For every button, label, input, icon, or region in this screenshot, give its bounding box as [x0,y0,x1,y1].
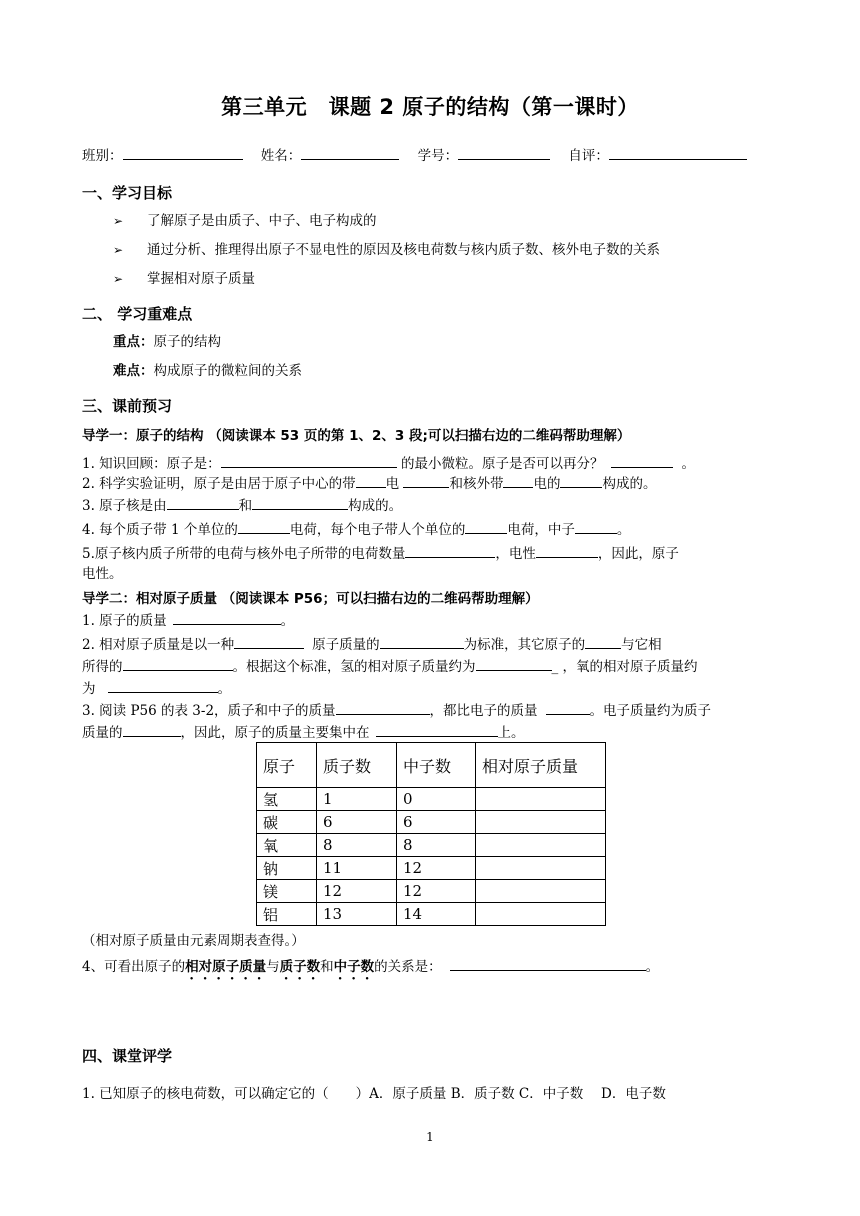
goal-item: ➢ 了解原子是由质子、中子、电子构成的 [113,213,377,229]
table-cell: 8 [317,834,397,857]
section-heading-preview: 三、课前预习 [82,397,173,415]
table-cell: 13 [317,903,397,926]
classwork-question-1: 1. 已知原子的核电荷数，可以确定它的（ ）A．原子质量 B．质子数 C．中子数 D．电子数 [82,1086,666,1102]
table-row [257,811,606,834]
answer-blank[interactable] [465,519,507,534]
question-4: 4. 每个质子带 1 个单位的 电荷，每个电子带人个单位的 电荷，中子 。 [82,519,630,539]
id-blank[interactable] [458,145,550,160]
table-header: 原子 [257,743,317,788]
table-cell: 14 [397,903,476,926]
section-heading-keypoints: 二、 学习重难点 [82,305,193,323]
question-3: 3. 原子核是由 和 构成的。 [82,495,402,515]
arrow-bullet-icon: ➢ [113,214,124,228]
table-cell: 氢 [257,788,317,811]
table-cell: 氧 [257,834,317,857]
table-cell: 12 [397,857,476,880]
answer-blank[interactable] [611,453,673,468]
table-cell-answer[interactable] [476,834,606,857]
answer-blank[interactable] [575,519,617,534]
answer-blank[interactable] [403,473,449,488]
table-cell: 11 [317,857,397,880]
table-cell: 1 [317,788,397,811]
answer-blank[interactable] [450,956,646,971]
table-cell: 镁 [257,880,317,903]
id-label: 学号： [417,148,459,164]
table-cell-answer[interactable] [476,788,606,811]
table-cell: 铝 [257,903,317,926]
table-note: （相对原子质量由元素周期表查得。） [82,933,305,949]
page-title: 第三单元 课题 2 原子的结构（第一课时） [221,95,639,119]
goal-item: ➢ 通过分析、推理得出原子不显电性的原因及核电荷数与核内质子数、核外电子数的关系 [113,242,660,258]
key-point: 重点：原子的结构 [113,334,221,350]
answer-blank[interactable] [380,634,464,649]
section-heading-goals: 一、学习目标 [82,184,173,202]
answer-blank[interactable] [536,543,598,558]
relmass-q2-line2: 所得的 。根据这个标准，氢的相对原子质量约为 _ ，氧的相对原子质量约 [82,656,698,676]
answer-blank[interactable] [221,453,397,468]
answer-blank[interactable] [560,473,602,488]
answer-blank[interactable] [252,495,348,510]
name-blank[interactable] [301,145,399,160]
question-5: 5.原子核内质子所带的电荷与核外电子所带的电荷数量 ，电性 ，因此，原子 [82,543,679,563]
relmass-q2-line3: 为 。 [82,678,231,698]
table-cell: 0 [397,788,476,811]
table-cell-answer[interactable] [476,857,606,880]
section-heading-classwork: 四、课堂评学 [82,1047,173,1065]
relmass-q3: 3. 阅读 P56 的表 3-2，质子和中子的质量 ，都比电子的质量 。电子质量约为质子 [82,700,711,720]
answer-blank[interactable] [234,634,304,649]
answer-blank[interactable] [585,634,621,649]
question-5-cont: 电性。 [82,566,123,582]
table-cell: 12 [317,880,397,903]
arrow-bullet-icon: ➢ [113,272,124,286]
answer-blank[interactable] [546,700,590,715]
table-cell: 12 [397,880,476,903]
table-cell-answer[interactable] [476,811,606,834]
table-row [257,834,606,857]
table-cell: 8 [397,834,476,857]
name-label: 姓名： [260,148,302,164]
atom-table [256,742,606,926]
answer-blank[interactable] [336,700,430,715]
table-header: 相对原子质量 [476,743,606,788]
question-2: 2. 科学实验证明，原子是由居于原子中心的带 电 和核外带 电的 构成的。 [82,473,656,493]
hard-point: 难点：构成原子的微粒间的关系 [113,363,302,379]
guide-2-title: 导学二：相对原子质量 （阅读课本 P56；可以扫描右边的二维码帮助理解） [82,591,539,607]
answer-blank[interactable] [238,519,290,534]
table-cell: 6 [317,811,397,834]
table-row [257,903,606,926]
table-row [257,857,606,880]
guide-1-title: 导学一：原子的结构 （阅读课本 53 页的第 1、2、3 段;可以扫描右边的二维码帮助理解） [82,428,631,444]
answer-blank[interactable] [167,495,239,510]
answer-blank[interactable] [503,473,533,488]
relmass-q3-line2: 质量的 ，因此，原子的质量主要集中在 上。 [82,722,525,742]
table-cell: 碳 [257,811,317,834]
answer-blank[interactable] [108,678,218,693]
relmass-q2: 2. 相对原子质量是以一种 原子质量的 为标准，其它原子的 与它相 [82,634,662,654]
table-row [257,880,606,903]
class-label: 班别： [82,148,123,164]
eval-label: 自评： [568,148,609,164]
answer-blank[interactable] [376,722,498,737]
class-blank[interactable] [123,145,243,160]
question-1: 1. 知识回顾：原子是： 的最小微粒。原子是否可以再分？ 。 [82,453,695,473]
answer-blank[interactable] [123,722,181,737]
table-cell-answer[interactable] [476,880,606,903]
table-row [257,788,606,811]
info-line [82,145,747,165]
goal-item: ➢ 掌握相对原子质量 [113,271,255,287]
table-cell-answer[interactable] [476,903,606,926]
table-cell: 钠 [257,857,317,880]
answer-blank[interactable] [476,656,552,671]
table-cell: 6 [397,811,476,834]
table-header: 中子数 [397,743,476,788]
eval-blank[interactable] [609,145,747,160]
relmass-q4: 4、可看出原子的相对原子质量与质子数和中子数的关系是： 。 [82,956,659,983]
relmass-q1: 1. 原子的质量 。 [82,610,294,630]
answer-blank[interactable] [123,656,233,671]
page-number: 1 [426,1130,434,1144]
answer-blank[interactable] [173,610,281,625]
answer-blank[interactable] [405,543,495,558]
arrow-bullet-icon: ➢ [113,243,124,257]
table-header-row [257,743,606,788]
table-header: 质子数 [317,743,397,788]
answer-blank[interactable] [356,473,386,488]
